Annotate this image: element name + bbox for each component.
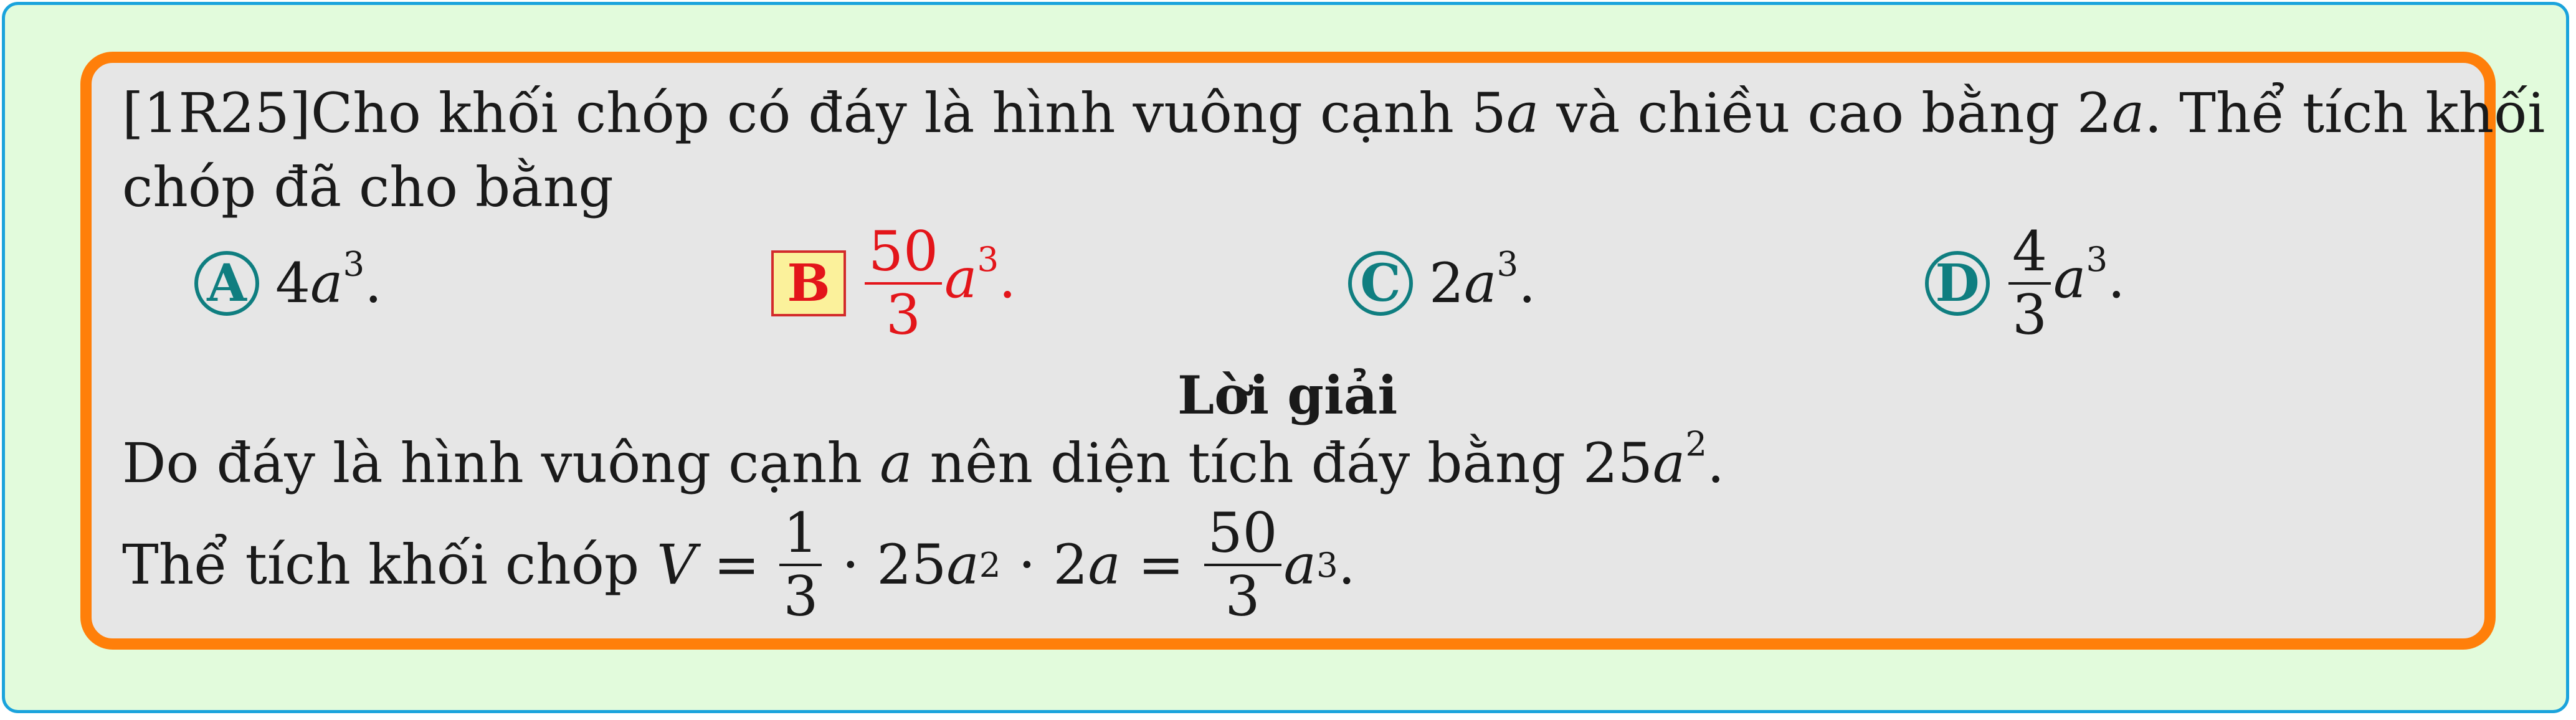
option-c-letter: C xyxy=(1348,251,1413,316)
option-b[interactable] xyxy=(771,219,1017,347)
option-c[interactable] xyxy=(1348,224,1536,343)
option-b-letter: B xyxy=(771,250,846,316)
option-d-value: $\frac{4}{3}$ $a^3$. xyxy=(2006,224,2125,343)
option-d[interactable] xyxy=(1925,219,2126,347)
question-code: [1R25] xyxy=(122,81,311,145)
option-a-letter: A xyxy=(194,251,259,316)
option-a[interactable] xyxy=(194,224,382,343)
solution-line-2: Thể tích khối chóp V = $\frac{1}{3}$ · 25 a 2 · 2 a = $\frac{50}{3}$ a 3 . xyxy=(122,501,1356,628)
solution-line-1: Do đáy là hình vuông cạnh a nên diện tích đáy bằng $25a^2$. xyxy=(122,424,1725,495)
question-line-1: [1R25]Cho khối chóp có đáy là hình vuông cạnh 5a và chiều cao bằng 2a. Thể tích khối xyxy=(122,81,2545,145)
option-b-value: $\frac{50}{3}$ $a^3$. xyxy=(862,224,1016,343)
option-a-value: $4a^3$. xyxy=(275,244,383,315)
question-line-2: chóp đã cho bằng xyxy=(122,155,614,219)
option-d-letter: D xyxy=(1925,251,1990,316)
solution-heading: Lời giải xyxy=(1177,364,1398,426)
option-c-value: $2a^3$. xyxy=(1429,244,1536,315)
